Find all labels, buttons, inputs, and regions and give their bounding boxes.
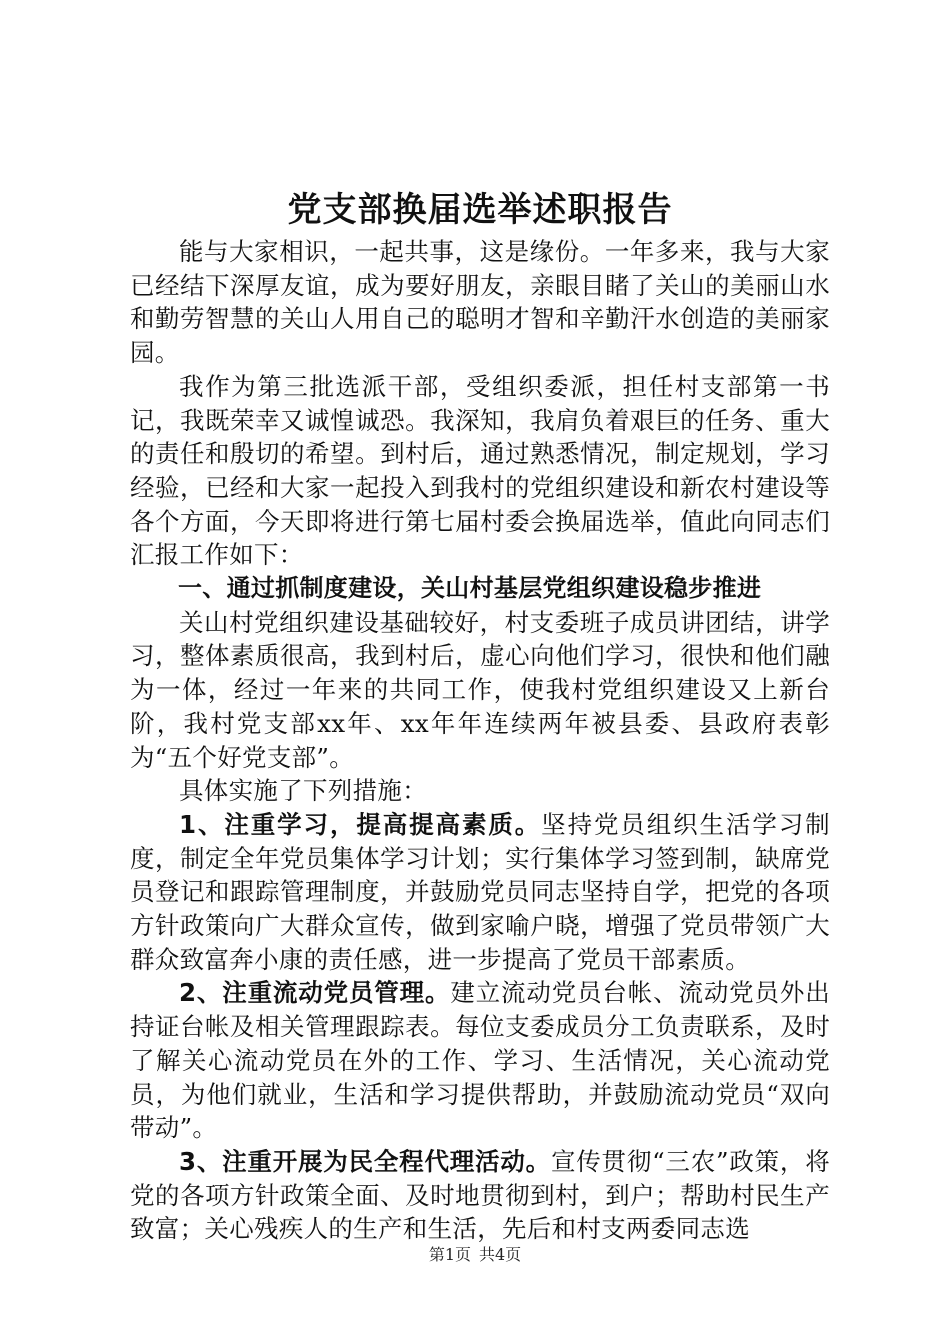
measure-lead: 3、注重开展为民全程代理活动。 (179, 1146, 551, 1176)
measure-text: 坚持党员组织生活学习制度，制定全年党员集体学习计划；实行集体学习签到制，缺席党员登记和跟踪管理制度，并鼓励党员同志坚持自学，把党的各项方针政策向广大群众宣传，做到家喻户晓，增强了党员带领广大群众致富奔小康的责任感，进一步提高了党员干部素质。 (130, 809, 830, 974)
measure-text: 宣传贯彻“三农”政策，将党的各项方针政策全面、及时地贯彻到村，到户；帮助村民生产致富；关心残疾人的生产和生活，先后和村支两委同志选 (130, 1146, 831, 1244)
measure-paragraph (130, 976, 830, 1145)
document-page (130, 185, 830, 1246)
measure-paragraph (130, 808, 830, 977)
measure-lead: 2、注重流动党员管理。 (179, 978, 451, 1008)
body-paragraph: 具体实施了下列措施： (179, 776, 427, 806)
body-paragraph: 我作为第三批选派干部，受组织委派，担任村支部第一书记，我既荣幸又诚惶诚恐。我深知，我肩负着艰巨的任务、重大的责任和殷切的希望。到村后，通过熟悉情况，制定规划，学习经验，已经和大家一起投入到我村的党组织建设和新农村建设等各个方面，今天即将进行第七届村委会换届选举，值此向同志们汇报工作如下： (130, 371, 830, 570)
page-total: 共4页 (479, 1245, 522, 1264)
measure-lead: 1、注重学习，提高提高素质。 (179, 809, 542, 839)
measure-text: 建立流动党员台帐、流动党员外出持证台帐及相关管理跟踪表。每位支委成员分工负责联系，及时了解关心流动党员在外的工作、学习、生活情况，关心流动党员，为他们就业，生活和学习提供帮助，并鼓励流动党员“双向带动”。 (130, 978, 831, 1143)
body-paragraph: 关山村党组织建设基础较好，村支委班子成员讲团结，讲学习，整体素质很高，我到村后，虚心向他们学习，很快和他们融为一体，经过一年来的共同工作，使我村党组织建设又上新台阶，我村党支部xx年、xx年年连续两年被县委、县政府表彰为“五个好党支部”。 (130, 607, 830, 772)
section-heading: 一、通过抓制度建设，关山村基层党组织建设稳步推进 (178, 574, 762, 603)
measure-paragraph (130, 1145, 830, 1246)
page-footer (0, 1244, 950, 1266)
body-paragraph: 能与大家相识，一起共事，这是缘份。一年多来，我与大家已经结下深厚友谊，成为要好朋友，亲眼目睹了关山的美丽山水和勤劳智慧的关山人用自己的聪明才智和辛勤汗水创造的美丽家园。 (130, 237, 830, 368)
page-number: 第1页 (428, 1245, 471, 1264)
document-title: 党支部换届选举述职报告 (287, 190, 673, 230)
